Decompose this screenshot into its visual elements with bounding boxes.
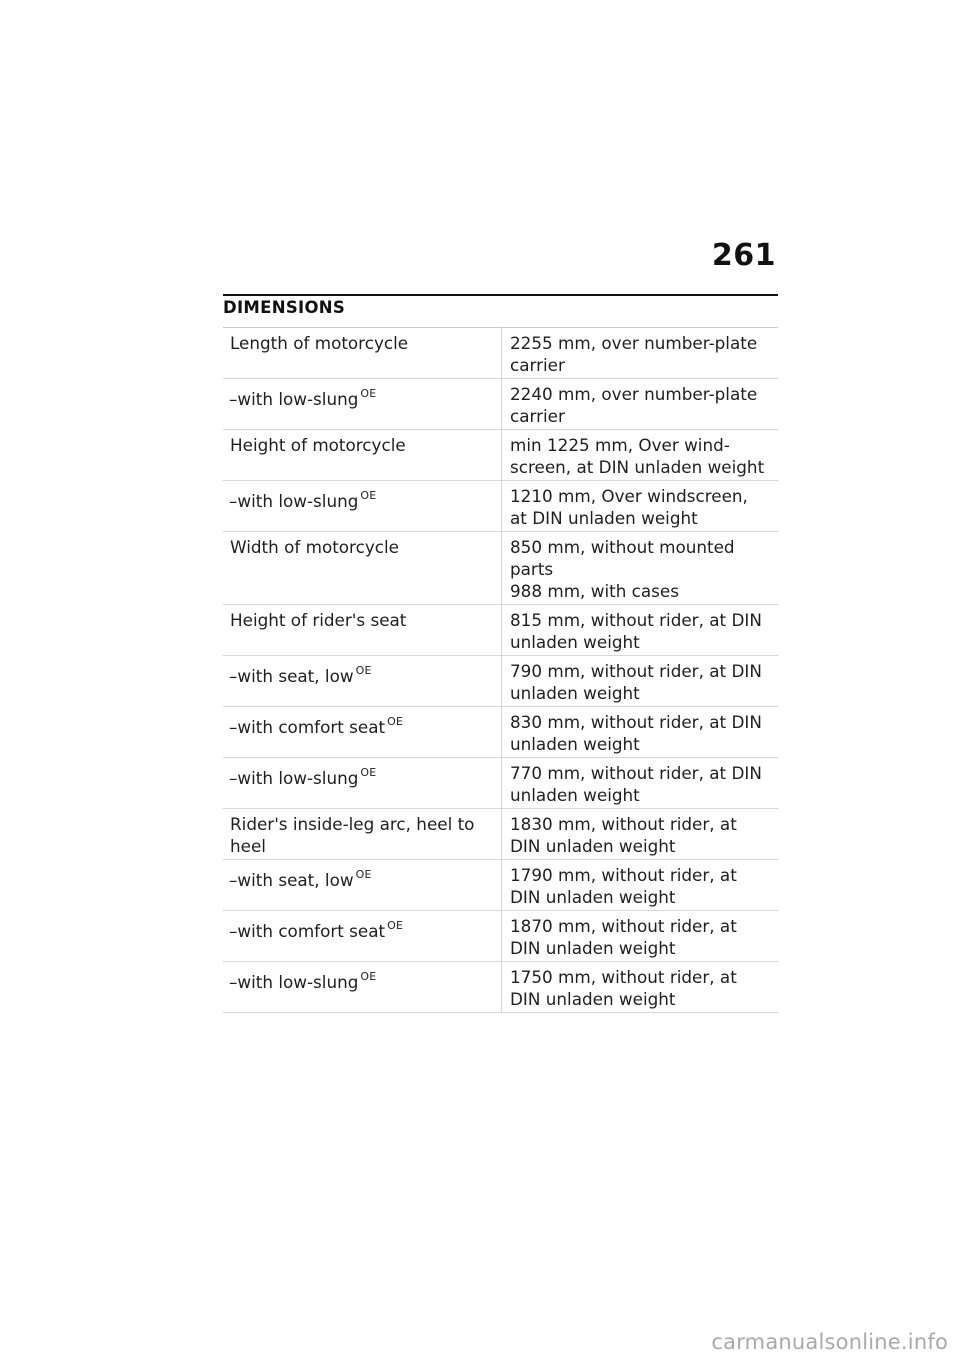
table-row	[223, 328, 778, 379]
table-row	[223, 430, 778, 481]
spec-label: –with low-slung	[229, 972, 359, 992]
spec-value-line: 988 mm, with cases	[510, 581, 679, 601]
dimensions-table-body	[223, 328, 778, 1013]
spec-label-cell	[223, 481, 502, 532]
spec-value-line: 1750 mm, without rider, at	[510, 967, 737, 987]
header-rule	[223, 294, 778, 296]
table-row	[223, 379, 778, 430]
spec-value-line: 770 mm, without rider, at DIN	[510, 763, 762, 783]
spec-label: –with seat, low	[229, 666, 354, 686]
spec-value-cell	[502, 481, 779, 532]
spec-value-cell	[502, 911, 779, 962]
spec-value-cell	[502, 656, 779, 707]
spec-label: Height of motorcycle	[230, 435, 406, 455]
table-row	[223, 532, 778, 605]
spec-label: –with seat, low	[229, 870, 354, 890]
spec-value-line: 830 mm, without rider, at DIN	[510, 712, 762, 732]
spec-label: –with low-slung	[229, 768, 359, 788]
spec-label-cell	[223, 962, 502, 1013]
optional-equipment-marker: OE	[387, 919, 404, 932]
watermark: carmanualsonline.info	[711, 1330, 948, 1354]
spec-value-line: parts	[510, 559, 554, 579]
spec-value-line: DIN unladen weight	[510, 836, 676, 856]
table-row	[223, 758, 778, 809]
spec-value-line: unladen weight	[510, 683, 640, 703]
table-row	[223, 911, 778, 962]
spec-label: Length of motorcycle	[230, 333, 409, 353]
optional-equipment-marker: OE	[387, 715, 404, 728]
spec-label-cell	[223, 379, 502, 430]
optional-equipment-marker: OE	[360, 387, 377, 400]
spec-label-cell	[223, 656, 502, 707]
spec-label-cell	[223, 809, 502, 860]
spec-label: Width of motorcycle	[230, 537, 399, 557]
optional-equipment-marker: OE	[360, 970, 377, 983]
spec-value-line: 1790 mm, without rider, at	[510, 865, 737, 885]
spec-label-cell	[223, 328, 502, 379]
spec-value-line: 2240 mm, over number-plate	[510, 384, 758, 404]
section-title: DIMENSIONS	[223, 298, 346, 317]
spec-value-cell	[502, 758, 779, 809]
table-row	[223, 605, 778, 656]
spec-label-cell	[223, 707, 502, 758]
spec-value-cell	[502, 962, 779, 1013]
spec-label: –with comfort seat	[229, 717, 386, 737]
spec-value-cell	[502, 379, 779, 430]
spec-value-cell	[502, 860, 779, 911]
spec-label-cell	[223, 860, 502, 911]
table-row	[223, 809, 778, 860]
spec-value-line: unladen weight	[510, 734, 640, 754]
spec-label-cell	[223, 911, 502, 962]
spec-value-line: 850 mm, without mounted	[510, 537, 735, 557]
spec-label: Rider's inside-leg arc, heel to heel	[230, 814, 475, 856]
table-row	[223, 656, 778, 707]
spec-value-line: at DIN unladen weight	[510, 508, 698, 528]
spec-value-line: 2255 mm, over number-plate	[510, 333, 758, 353]
spec-label-cell	[223, 605, 502, 656]
spec-value-line: 1830 mm, without rider, at	[510, 814, 737, 834]
table-row	[223, 707, 778, 758]
spec-value-line: unladen weight	[510, 785, 640, 805]
optional-equipment-marker: OE	[355, 868, 372, 881]
spec-label: –with low-slung	[229, 491, 359, 511]
table-row	[223, 481, 778, 532]
spec-value-line: 790 mm, without rider, at DIN	[510, 661, 762, 681]
spec-label-cell	[223, 532, 502, 605]
spec-value-line: carrier	[510, 406, 565, 426]
spec-label-cell	[223, 430, 502, 481]
spec-value-line: carrier	[510, 355, 565, 375]
spec-value-line: DIN unladen weight	[510, 887, 676, 907]
spec-value-line: 1870 mm, without rider, at	[510, 916, 737, 936]
table-row	[223, 962, 778, 1013]
spec-value-cell	[502, 809, 779, 860]
spec-value-cell	[502, 532, 779, 605]
spec-label-cell	[223, 758, 502, 809]
spec-value-line: 1210 mm, Over windscreen,	[510, 486, 748, 506]
spec-value-line: 815 mm, without rider, at DIN	[510, 610, 762, 630]
spec-label: –with low-slung	[229, 389, 359, 409]
spec-value-line: DIN unladen weight	[510, 938, 676, 958]
table-row	[223, 860, 778, 911]
spec-label: Height of rider's seat	[230, 610, 407, 630]
spec-value-line: screen, at DIN unladen weight	[510, 457, 765, 477]
spec-value-cell	[502, 707, 779, 758]
page-number: 261	[711, 238, 776, 273]
spec-label: –with comfort seat	[229, 921, 386, 941]
optional-equipment-marker: OE	[355, 664, 372, 677]
spec-value-line: DIN unladen weight	[510, 989, 676, 1009]
spec-value-line: unladen weight	[510, 632, 640, 652]
optional-equipment-marker: OE	[360, 489, 377, 502]
spec-value-cell	[502, 605, 779, 656]
spec-value-cell	[502, 430, 779, 481]
dimensions-table	[223, 327, 778, 1013]
optional-equipment-marker: OE	[360, 766, 377, 779]
spec-value-cell	[502, 328, 779, 379]
spec-value-line: min 1225 mm, Over wind-	[510, 435, 730, 455]
